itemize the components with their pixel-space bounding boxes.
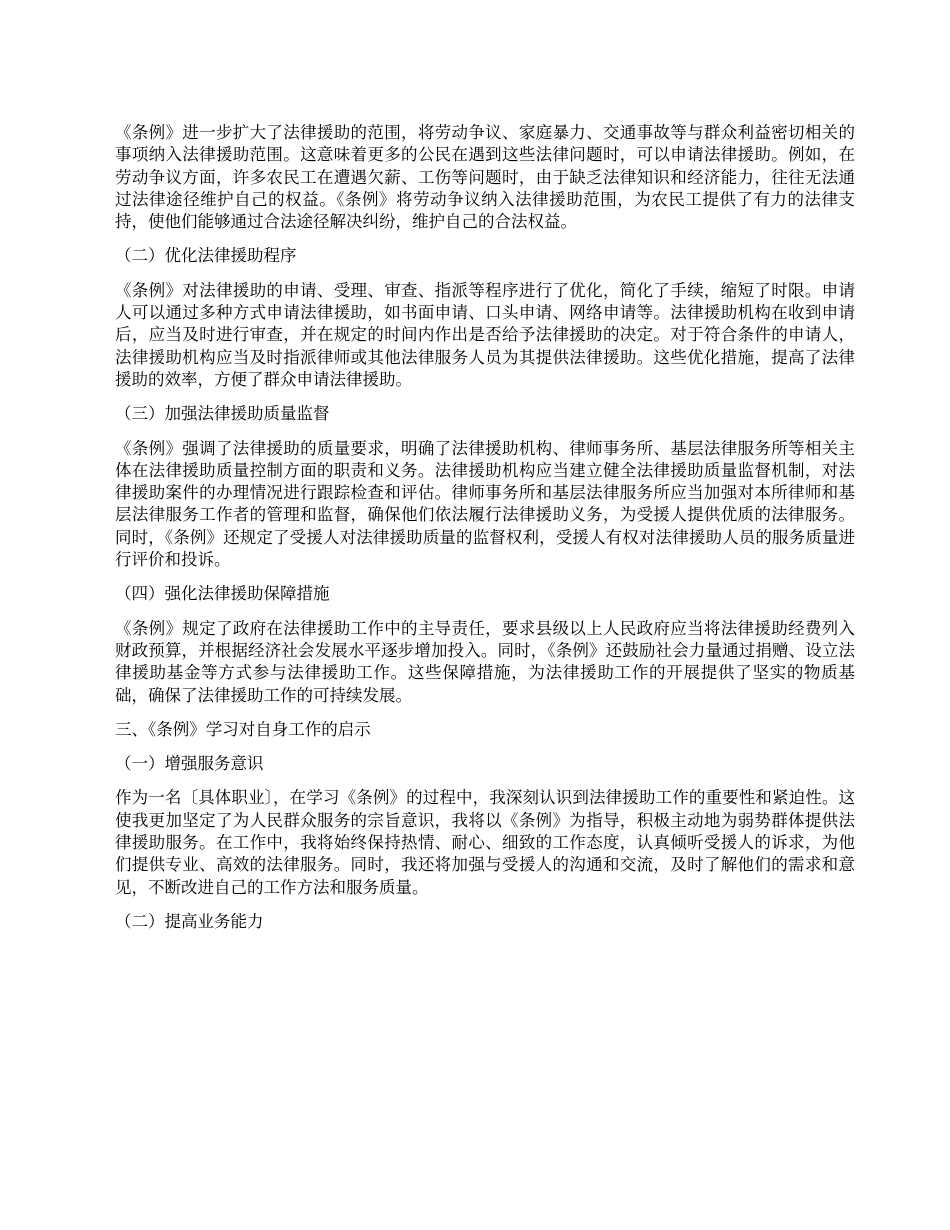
- paragraph-safeguards: 《条例》规定了政府在法律援助工作中的主导责任，要求县级以上人民政府应当将法律援助经费列入财政预算，并根据经济社会发展水平逐步增加投入。同时，《条例》还鼓励社会力量通过捐赠、设立法律援助基金等方式参与法律援助工作。这些保障措施，为法律援助工作的开展提供了坚实的物质基础，确保了法律援助工作的可持续发展。: [115, 618, 855, 705]
- section-heading-optimize-procedure: （二）优化法律援助程序: [115, 246, 297, 266]
- paragraph-scope-expansion: 《条例》进一步扩大了法律援助的范围，将劳动争议、家庭暴力、交通事故等与群众利益密切相关的事项纳入法律援助范围。这意味着更多的公民在遇到这些法律问题时，可以申请法律援助。例如，在劳动争议方面，许多农民工在遭遇欠薪、工伤等问题时，由于缺乏法律知识和经济能力，往往无法通过法律途径维护自己的权益。《条例》将劳动争议纳入法律援助范围，为农民工提供了有力的法律支持，使他们能够通过合法途径解决纠纷，维护自己的合法权益。: [115, 123, 855, 232]
- section-heading-safeguards: （四）强化法律援助保障措施: [115, 584, 330, 604]
- section-heading-quality-supervision: （三）加强法律援助质量监督: [115, 404, 330, 424]
- section-heading-professional-ability: （二）提高业务能力: [115, 911, 264, 931]
- section-heading-service-awareness: （一）增强服务意识: [115, 754, 264, 774]
- paragraph-procedure: 《条例》对法律援助的申请、受理、审查、指派等程序进行了优化，简化了手续，缩短了时限。申请人可以通过多种方式申请法律援助，如书面申请、口头申请、网络申请等。法律援助机构在收到申请后，应当及时进行审查，并在规定的时间内作出是否给予法律援助的决定。对于符合条件的申请人，法律援助机构应当及时指派律师或其他法律服务人员为其提供法律援助。这些优化措施，提高了法律援助的效率，方便了群众申请法律援助。: [115, 280, 855, 389]
- paragraph-quality-supervision: 《条例》强调了法律援助的质量要求，明确了法律援助机构、律师事务所、基层法律服务所等相关主体在法律援助质量控制方面的职责和义务。法律援助机构应当建立健全法律援助质量监督机制，对法律援助案件的办理情况进行跟踪检查和评估。律师事务所和基层法律服务所应当加强对本所律师和基层法律服务工作者的管理和监督，确保他们依法履行法律援助义务，为受援人提供优质的法律服务。同时，《条例》还规定了受援人对法律援助质量的监督权利，受援人有权对法律援助人员的服务质量进行评价和投诉。: [115, 438, 855, 570]
- paragraph-service-awareness: 作为一名〔具体职业〕，在学习《条例》的过程中，我深刻认识到法律援助工作的重要性和紧迫性。这使我更加坚定了为人民群众服务的宗旨意识，我将以《条例》为指导，积极主动地为弱势群体提供法律援助服务。在工作中，我将始终保持热情、耐心、细致的工作态度，认真倾听受援人的诉求，为他们提供专业、高效的法律服务。同时，我还将加强与受援人的沟通和交流，及时了解他们的需求和意见，不断改进自己的工作方法和服务质量。: [115, 788, 855, 897]
- chapter-heading-inspiration: 三、《条例》学习对自身工作的启示: [115, 719, 371, 739]
- document-page: [115, 122, 855, 945]
